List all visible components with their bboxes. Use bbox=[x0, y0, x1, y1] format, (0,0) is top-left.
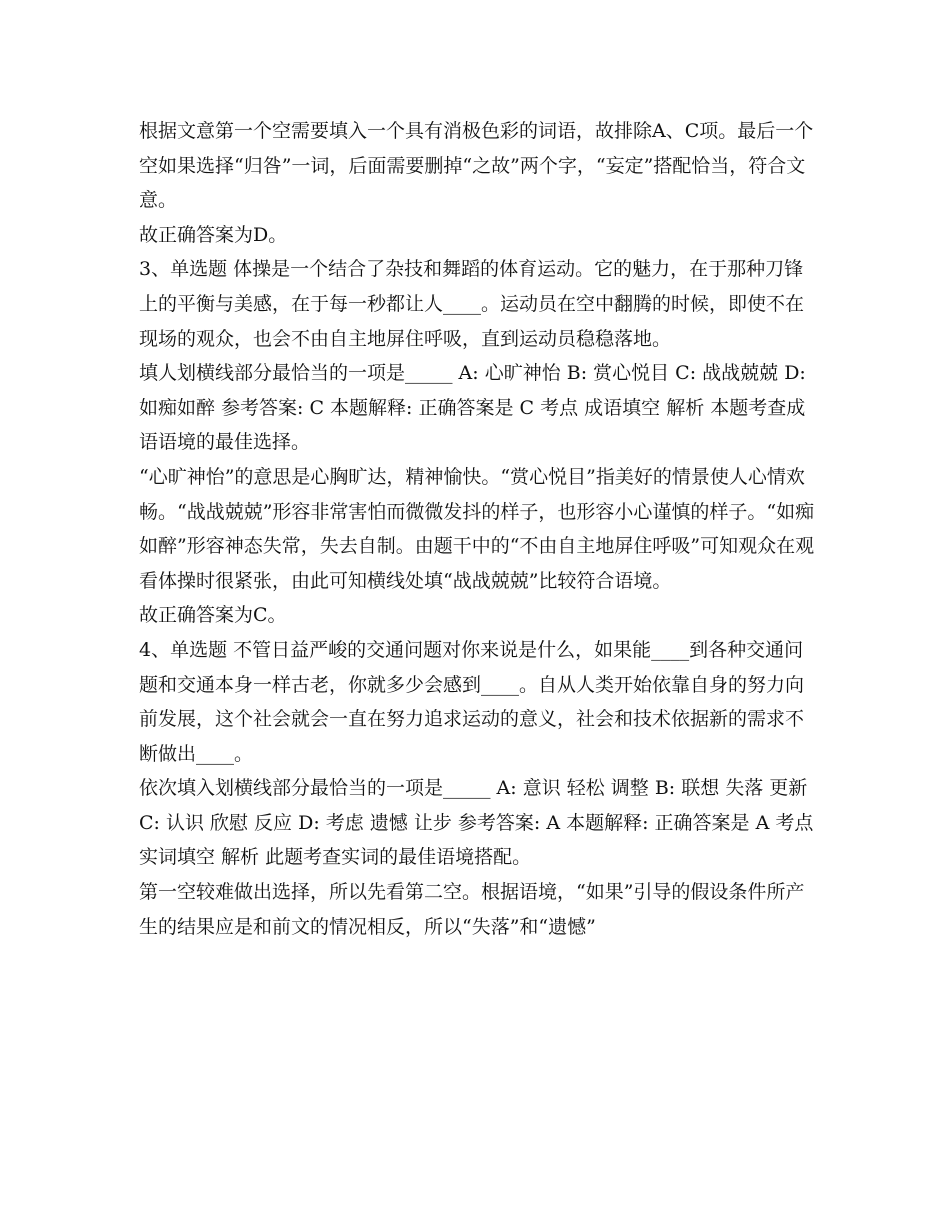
paragraph-q4-explanation: 第一空较难做出选择，所以先看第二空。根据语境，“如果”引导的假设条件所产生的结果应是和前文的情况相反，所以“失落”和“遗憾” bbox=[139, 881, 805, 938]
document-body bbox=[139, 114, 819, 944]
paragraph-q3-explanation: “心旷神怡”的意思是心胸旷达，精神愉快。“赏心悦目”指美好的情景使人心情欢畅。“战战兢兢”形容非常害怕而微微发抖的样子，也形容小心谨慎的样子。“如痴如醉”形容神态失常，失去自制。由题干中的“不由自主地屏住呼吸”可知观众在观看体操时很紧张，由此可知横线处填“战战兢兢”比较符合语境。 bbox=[139, 465, 815, 592]
paragraph-q4-question: 4、单选题 不管日益严峻的交通问题对你来说是什么，如果能____到各种交通问题和交通本身一样古老，你就多少会感到____。自从人类开始依靠自身的努力向前发展，这个社会就会一直在努力追求运动的意义，社会和技术依据新的需求不断做出____。 bbox=[139, 638, 805, 765]
paragraph-q3-answer: 故正确答案为C。 bbox=[139, 604, 287, 627]
paragraph-q3-question: 3、单选题 体操是一个结合了杂技和舞蹈的体育运动。它的魅力，在于那种刀锋上的平衡与美感，在于每一秒都让人____。运动员在空中翻腾的时候，即使不在现场的观众，也会不由自主地屏住呼吸，直到运动员稳稳落地。 bbox=[139, 258, 805, 350]
paragraph-q2-explanation: 根据文意第一个空需要填入一个具有消极色彩的词语，故排除A、C项。最后一个空如果选择“归咎”一词，后面需要删掉“之故”两个字，“妄定”搭配恰当，符合文意。 bbox=[139, 120, 814, 212]
paragraph-q4-options: 依次填入划横线部分最恰当的一项是_____ A: 意识 轻松 调整 B: 联想 失落 更新 C: 认识 欣慰 反应 D: 考虑 遗憾 让步 参考答案: A 本题解释: 正确答案是 A 考点 实词填空 解析 此题考查实词的最佳语境搭配。 bbox=[139, 777, 820, 869]
paragraph-q2-answer: 故正确答案为D。 bbox=[139, 223, 288, 246]
paragraph-q3-options: 填人划横线部分最恰当的一项是_____ A: 心旷神怡 B: 赏心悦目 C: 战战兢兢 D: 如痴如醉 参考答案: C 本题解释: 正确答案是 C 考点 成语填空 解析 本题考查成语语境的最佳选择。 bbox=[139, 362, 812, 454]
